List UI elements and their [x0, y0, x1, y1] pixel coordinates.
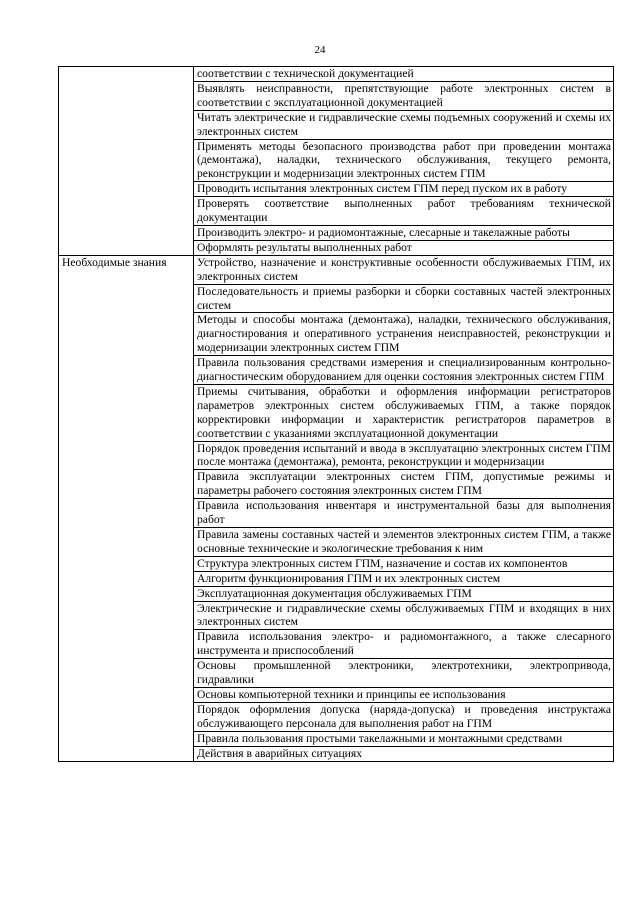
- requirement-item: Правила использования электро- и радиомонтажного, а также слесарного инструмента и приспособлений: [194, 630, 614, 659]
- requirement-item: соответствии с технической документацией: [194, 67, 614, 82]
- requirement-item: Правила использования инвентаря и инструментальной базы для выполнения работ: [194, 499, 614, 528]
- requirement-item: Оформлять результаты выполненных работ: [194, 240, 614, 255]
- requirement-item: Последовательность и приемы разборки и сборки составных частей электронных систем: [194, 284, 614, 313]
- requirement-item: Порядок проведения испытаний и ввода в эксплуатацию электронных систем ГПМ после монтажа (демонтажа), ремонта, реконструкции и модернизации: [194, 441, 614, 470]
- requirement-item: Выявлять неисправности, препятствующие работе электронных систем в соответствии с эксплуатационной документацией: [194, 81, 614, 110]
- requirement-item: Основы промышленной электроники, электротехники, электропривода, гидравлики: [194, 659, 614, 688]
- requirement-item: Порядок оформления допуска (наряда-допуска) и проведения инструктажа обслуживающего персонала для выполнения работ на ГПМ: [194, 702, 614, 731]
- requirement-item: Приемы считывания, обработки и оформления информации регистраторов параметров электронных систем обслуживаемых ГПМ, а также порядок корректировки информации и характеристик регистраторов параметров в соответствии с указаниями эксплуатационной документации: [194, 384, 614, 441]
- requirement-item: Проводить испытания электронных систем ГПМ перед пуском их в работу: [194, 182, 614, 197]
- requirement-item: Проверять соответствие выполненных работ требованиям технической документации: [194, 197, 614, 226]
- requirement-item: Правила пользования простыми такелажными и монтажными средствами: [194, 731, 614, 746]
- requirement-item: Основы компьютерной техники и принципы ее использования: [194, 687, 614, 702]
- table-row: [59, 67, 614, 82]
- qualification-table: [58, 66, 614, 762]
- section-label: Необходимые знания: [59, 255, 194, 761]
- requirement-item: Правила эксплуатации электронных систем ГПМ, допустимые режимы и параметры рабочего состояния электронных систем ГПМ: [194, 470, 614, 499]
- requirement-item: Правила замены составных частей и элементов электронных систем ГПМ, а также основные технические и экологические требования к ним: [194, 528, 614, 557]
- requirement-item: Эксплуатационная документация обслуживаемых ГПМ: [194, 586, 614, 601]
- requirement-item: Правила пользования средствами измерения и специализированным контрольно-диагностическим оборудованием для оценки состояния электронных систем ГПМ: [194, 356, 614, 385]
- requirement-item: Производить электро- и радиомонтажные, слесарные и такелажные работы: [194, 225, 614, 240]
- page-number: 24: [314, 44, 326, 56]
- requirement-item: Электрические и гидравлические схемы обслуживаемых ГПМ и входящих в них электронных систем: [194, 601, 614, 630]
- requirement-item: Устройство, назначение и конструктивные особенности обслуживаемых ГПМ, их электронных систем: [194, 255, 614, 284]
- requirement-item: Читать электрические и гидравлические схемы подъемных сооружений и схемы их электронных систем: [194, 110, 614, 139]
- requirement-item: Методы и способы монтажа (демонтажа), наладки, технического обслуживания, диагностирования и оперативного устранения неисправностей, реконструкции и модернизации электронных систем ГПМ: [194, 313, 614, 356]
- table-row: [59, 255, 614, 284]
- requirement-item: Алгоритм функционирования ГПМ и их электронных систем: [194, 571, 614, 586]
- requirement-item: Применять методы безопасного производства работ при проведении монтажа (демонтажа), наладки, технического обслуживания, текущего ремонта, реконструкции и модернизации электронных систем ГПМ: [194, 139, 614, 182]
- section-label: [59, 67, 194, 256]
- requirement-item: Структура электронных систем ГПМ, назначение и состав их компонентов: [194, 556, 614, 571]
- requirement-item: Действия в аварийных ситуациях: [194, 746, 614, 761]
